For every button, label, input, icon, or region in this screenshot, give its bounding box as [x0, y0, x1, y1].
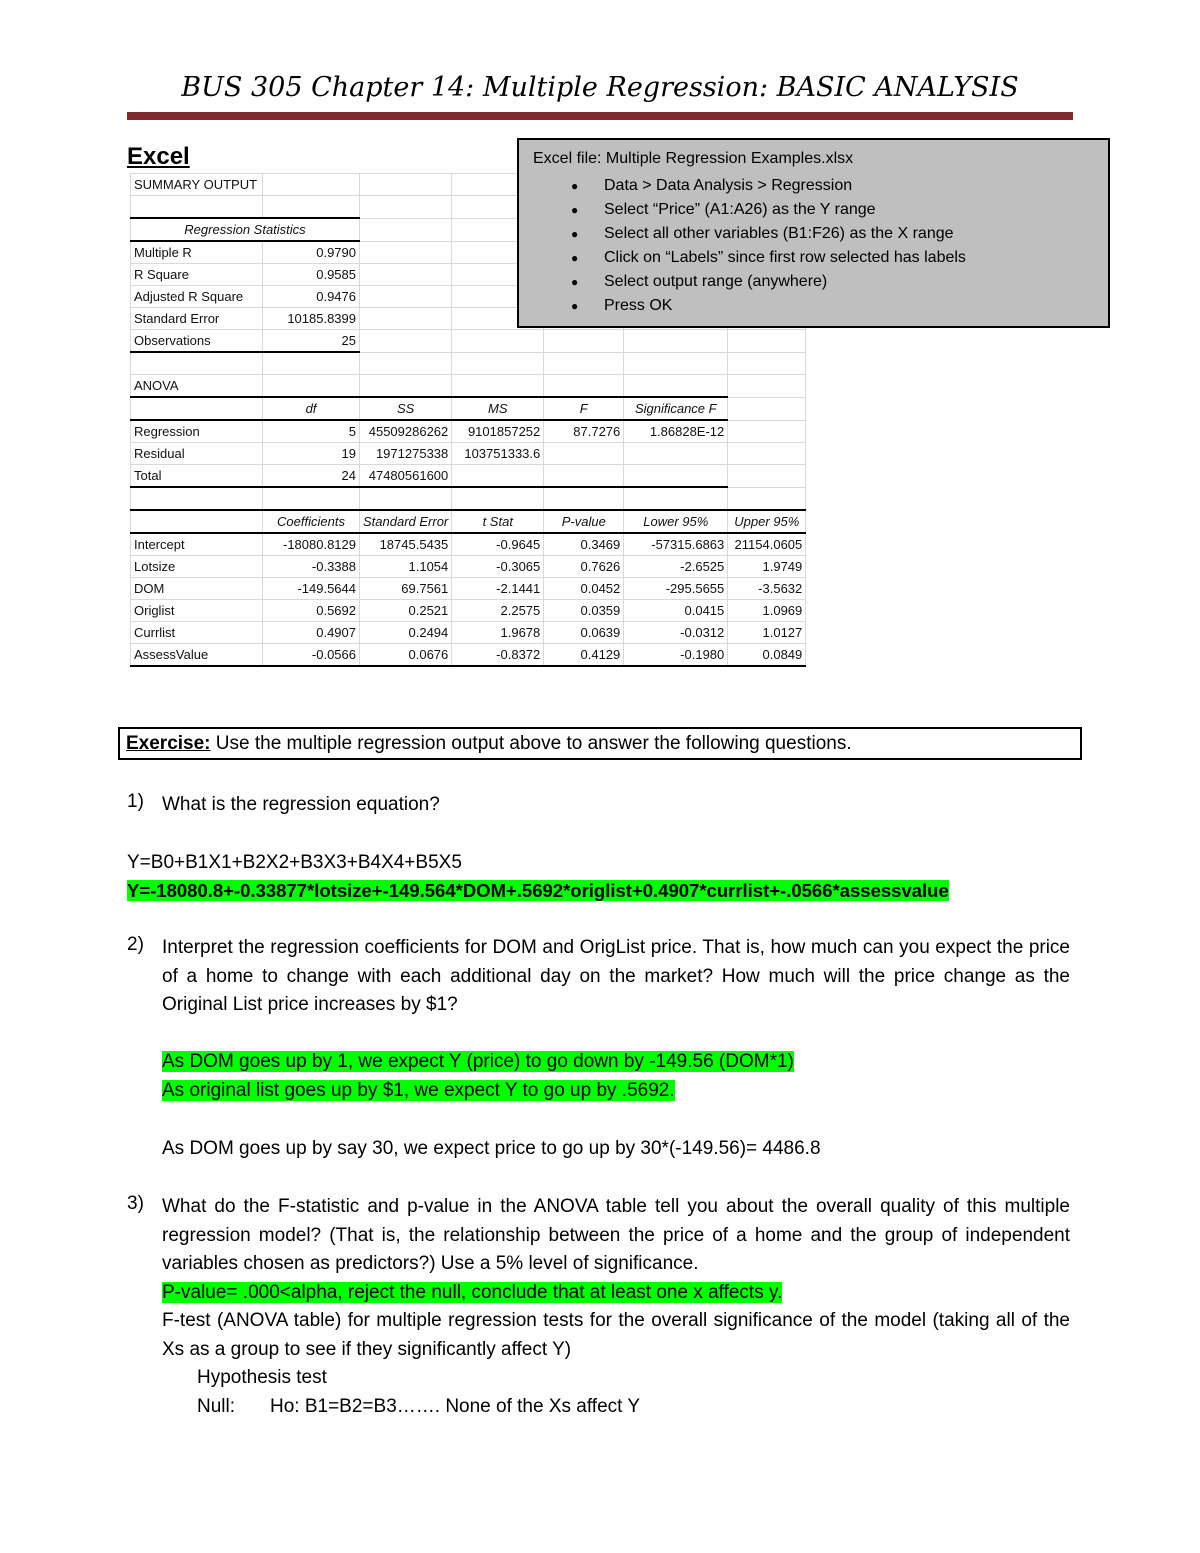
reg-stat-label: Multiple R [131, 241, 263, 264]
coef-cell: -2.1441 [452, 578, 544, 600]
coef-header: Standard Error [360, 510, 452, 533]
anova-row-label: Total [131, 465, 263, 488]
q3-explain: F-test (ANOVA table) for multiple regression tests for the overall significance of the model (taking all of the Xs as a group to see if they significantly affect Y) [162, 1310, 1070, 1360]
coef-header: t Stat [452, 510, 544, 533]
page-title: BUS 305 Chapter 14: Multiple Regression: BASIC ANALYSIS [181, 72, 1019, 103]
coef-cell: 0.5692 [263, 600, 360, 622]
anova-cell: 45509286262 [360, 420, 452, 443]
anova-cell: 19 [263, 443, 360, 465]
coef-cell: 0.0415 [624, 600, 728, 622]
reg-stat-label: Adjusted R Square [131, 286, 263, 308]
q1-question: What is the regression equation? [162, 794, 440, 815]
q1-number: 1) [127, 791, 144, 812]
reg-stat-label: R Square [131, 264, 263, 286]
table-row [131, 622, 806, 644]
q3-number: 3) [127, 1193, 144, 1214]
coef-cell: 0.3469 [544, 533, 624, 556]
anova-cell: 47480561600 [360, 465, 452, 488]
coef-cell: -3.5632 [728, 578, 806, 600]
table-row [131, 533, 806, 556]
coef-row-label: AssessValue [131, 644, 263, 667]
coef-cell: -0.1980 [624, 644, 728, 667]
reg-stat-value: 0.9790 [263, 241, 360, 264]
coef-header: Upper 95% [728, 510, 806, 533]
coef-row-label: Lotsize [131, 556, 263, 578]
q2-answer-2: As original list goes up by $1, we expect Y to go up by .5692. [162, 1080, 675, 1101]
q3-answer: P-value= .000<alpha, reject the null, conclude that at least one x affects y. [162, 1282, 783, 1303]
reg-stat-value: 0.9476 [263, 286, 360, 308]
q3-null-label: Null: [197, 1396, 236, 1417]
anova-cell [452, 465, 544, 488]
table-row [131, 420, 806, 443]
anova-cell: 5 [263, 420, 360, 443]
coef-header: Coefficients [263, 510, 360, 533]
q3-null-text: Ho: B1=B2=B3……. None of the Xs affect Y [270, 1396, 641, 1417]
anova-row-label: Regression [131, 420, 263, 443]
exercise-text: Use the multiple regression output above to answer the following questions. [210, 733, 852, 754]
anova-header: Significance F [624, 397, 728, 420]
coef-cell: 0.0452 [544, 578, 624, 600]
anova-cell: 103751333.6 [452, 443, 544, 465]
coef-cell: 0.0639 [544, 622, 624, 644]
anova-header: df [263, 397, 360, 420]
anova-cell [624, 465, 728, 488]
coef-cell: 18745.5435 [360, 533, 452, 556]
list-item: ● Data > Data Analysis > Regression [571, 174, 966, 198]
coef-cell: -57315.6863 [624, 533, 728, 556]
list-item: ● Click on “Labels” since first row selected has labels [571, 246, 966, 270]
q3-hypothesis-label: Hypothesis test [197, 1367, 327, 1388]
q2-note: As DOM goes up by say 30, we expect price to go up by 30*(-149.56)= 4486.8 [162, 1138, 821, 1159]
coef-cell: -0.9645 [452, 533, 544, 556]
coef-cell: -0.8372 [452, 644, 544, 667]
coef-cell: 69.7561 [360, 578, 452, 600]
anova-cell [624, 443, 728, 465]
coef-cell: 1.0969 [728, 600, 806, 622]
list-item: ● Select all other variables (B1:F26) as the X range [571, 222, 966, 246]
anova-header: SS [360, 397, 452, 420]
q2-number: 2) [127, 934, 144, 955]
coef-cell: -149.5644 [263, 578, 360, 600]
coef-cell: 1.9749 [728, 556, 806, 578]
coef-header: Lower 95% [624, 510, 728, 533]
coef-cell: -295.5655 [624, 578, 728, 600]
list-item: ● Press OK [571, 294, 966, 318]
anova-cell: 1971275338 [360, 443, 452, 465]
coef-cell: 1.1054 [360, 556, 452, 578]
coef-cell: 1.0127 [728, 622, 806, 644]
coef-row-label: DOM [131, 578, 263, 600]
table-row [131, 578, 806, 600]
q1-answer: Y=-18080.8+-0.33877*lotsize+-149.564*DOM+.5692*origlist+0.4907*currlist+-.0566*assessvalue [127, 880, 949, 901]
coef-row-label: Intercept [131, 533, 263, 556]
coef-cell: 0.7626 [544, 556, 624, 578]
coef-cell: 0.0676 [360, 644, 452, 667]
q1-general-equation: Y=B0+B1X1+B2X2+B3X3+B4X4+B5X5 [127, 852, 462, 873]
q2-question: Interpret the regression coefficients for DOM and OrigList price. That is, how much can you expect the price of a home to change with each additional day on the market? How much will the price change as the Original List price increases by $1? [162, 937, 1070, 1015]
coef-cell: 1.9678 [452, 622, 544, 644]
coef-cell: -0.3065 [452, 556, 544, 578]
reg-stats-title: Regression Statistics [131, 218, 360, 241]
callout-header: Excel file: Multiple Regression Examples.xlsx [533, 150, 854, 167]
coef-cell: 0.0359 [544, 600, 624, 622]
title-rule [127, 112, 1073, 120]
summary-header: SUMMARY OUTPUT [131, 174, 263, 196]
coef-cell: -0.3388 [263, 556, 360, 578]
coef-cell: 0.4907 [263, 622, 360, 644]
coef-cell: -0.0312 [624, 622, 728, 644]
coef-header: P-value [544, 510, 624, 533]
list-item: ● Select “Price” (A1:A26) as the Y range [571, 198, 966, 222]
exercise-box [118, 727, 1082, 760]
anova-header: F [544, 397, 624, 420]
table-row [131, 600, 806, 622]
reg-stat-label: Observations [131, 330, 263, 353]
exercise-label: Exercise: [126, 733, 211, 754]
table-row [131, 644, 806, 667]
coef-cell: -0.0566 [263, 644, 360, 667]
anova-cell [544, 443, 624, 465]
reg-stat-label: Standard Error [131, 308, 263, 330]
instructions-callout [517, 138, 1110, 328]
table-row [131, 556, 806, 578]
anova-cell: 87.7276 [544, 420, 624, 443]
coef-row-label: Origlist [131, 600, 263, 622]
anova-header: MS [452, 397, 544, 420]
anova-title: ANOVA [131, 375, 263, 398]
coef-cell: 0.0849 [728, 644, 806, 667]
coef-cell: 2.2575 [452, 600, 544, 622]
coef-cell: 0.4129 [544, 644, 624, 667]
table-row [131, 330, 806, 353]
list-item: ● Select output range (anywhere) [571, 270, 966, 294]
reg-stat-value: 25 [263, 330, 360, 353]
table-row [131, 465, 806, 488]
table-row [131, 443, 806, 465]
reg-stat-value: 10185.8399 [263, 308, 360, 330]
coef-cell: -2.6525 [624, 556, 728, 578]
coef-cell: -18080.8129 [263, 533, 360, 556]
coef-cell: 0.2494 [360, 622, 452, 644]
coef-cell: 0.2521 [360, 600, 452, 622]
callout-steps [571, 174, 966, 318]
excel-label: Excel [127, 143, 190, 170]
coef-cell: 21154.0605 [728, 533, 806, 556]
anova-cell: 1.86828E-12 [624, 420, 728, 443]
q3-question: What do the F-statistic and p-value in the ANOVA table tell you about the overall quality of this multiple regression model? (That is, the relationship between the price of a home and the group of independent variables chosen as predictors?) Use a 5% level of significance. [162, 1196, 1070, 1274]
coef-row-label: Currlist [131, 622, 263, 644]
q2-answer-1: As DOM goes up by 1, we expect Y (price) to go down by -149.56 (DOM*1) [162, 1051, 794, 1072]
reg-stat-value: 0.9585 [263, 264, 360, 286]
anova-cell: 9101857252 [452, 420, 544, 443]
anova-cell [544, 465, 624, 488]
anova-row-label: Residual [131, 443, 263, 465]
anova-cell: 24 [263, 465, 360, 488]
